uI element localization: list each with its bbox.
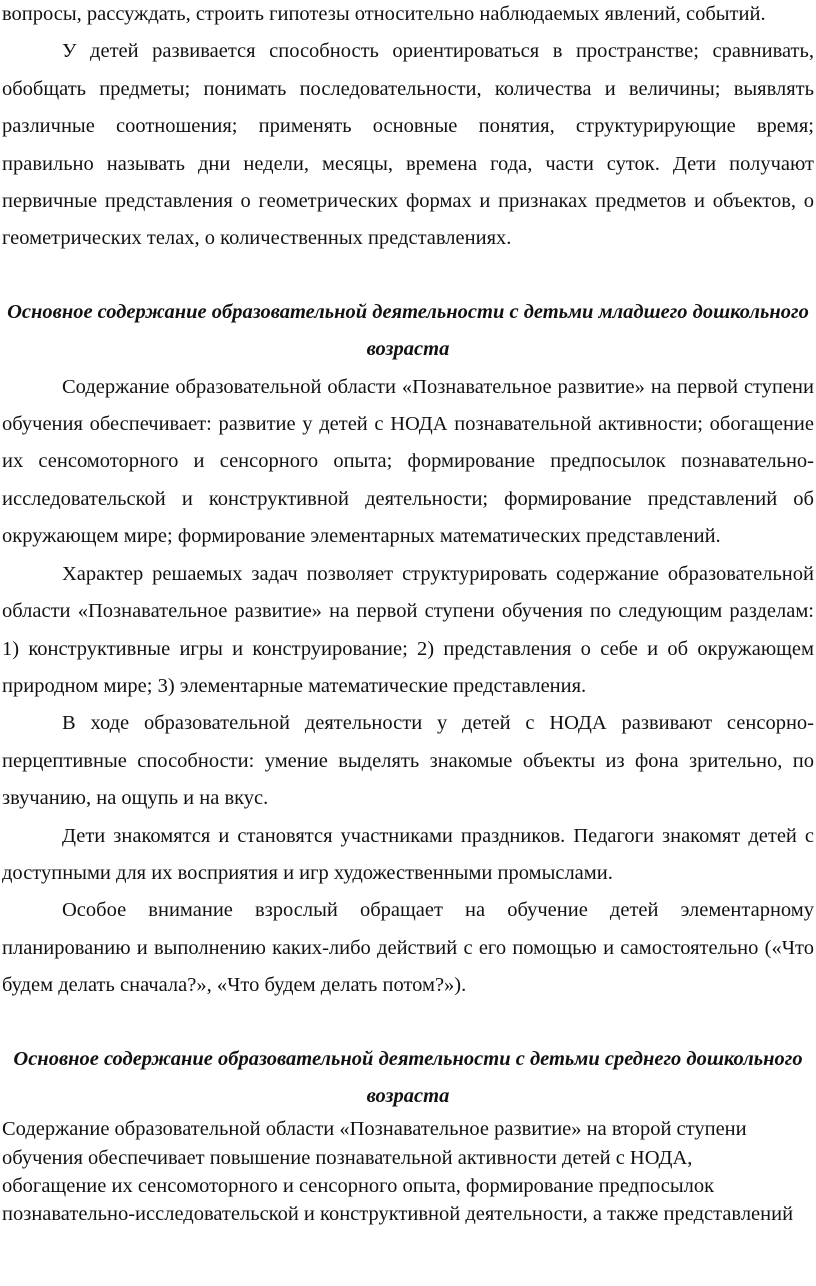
paragraph-line: обогащение их сенсомоторного и сенсорного опыта, формирование предпосылок (2, 1174, 715, 1197)
paragraph-content-first-stage: Содержание образовательной области «Познавательное развитие» на первой ступени обучения обеспечивает: развитие у детей с НОДА познавательной активности; обогащение их сенсомоторного и сенсорного опыта; формирование предпосылок познавательно-исследовательской и конструктивной деятельности; формирование представлений об окружающем мире; формирование элементарных математических представлений. (2, 375, 814, 548)
paragraph-holidays-crafts: Дети знакомятся и становятся участниками праздников. Педагоги знакомят детей с доступными для их восприятия и игр художественными промыслами. (2, 824, 814, 884)
section-heading-middle: Основное содержание образовательной деятельности с детьми среднего дошкольного возраста (13, 1047, 803, 1107)
paragraph-planning: Особое внимание взрослый обращает на обучение детей элементарному планированию и выполнению каких-либо действий с его помощью и самостоятельно («Что будем делать сначала?», «Что будем делать потом?»). (2, 899, 814, 997)
paragraph-line: Содержание образовательной области «Познавательное развитие» на второй ступени (2, 1118, 747, 1141)
paragraph-content-second-stage (2, 1115, 814, 1228)
paragraph-sensory-perceptual: В ходе образовательной деятельности у детей с НОДА развивают сенсорно-перцептивные способности: умение выделять знакомые объекты из фона зрительно, по звучанию, на ощупь и на вкус. (2, 712, 814, 810)
paragraph-continuation: вопросы, рассуждать, строить гипотезы относительно наблюдаемых явлений, событий. (2, 3, 766, 25)
paragraph-task-structure: Характер решаемых задач позволяет структурировать содержание образовательной области «Познавательное развитие» на первой ступени обучения по следующим разделам: 1) конструктивные игры и конструирование; 2) представления о себе и об окружающем природном мире; 3) элементарные математические представления. (2, 562, 814, 697)
paragraph-line: обучения обеспечивает повышение познавательной активности детей с НОДА, (2, 1146, 693, 1169)
paragraph-line: познавательно-исследовательской и конструктивной деятельности, а также представлений (2, 1202, 794, 1225)
section-heading-junior: Основное содержание образовательной деятельности с детьми младшего дошкольного возраста (7, 300, 809, 361)
paragraph-orientation-skills: У детей развивается способность ориентироваться в пространстве; сравнивать, обобщать предметы; понимать последовательности, количества и величины; выявлять различные соотношения; применять основные понятия, структурирующие время; правильно называть дни недели, месяцы, времена года, части суток. Дети получают первичные представления о геометрических формах и признаках предметов и объектов, о геометрических телах, о количественных представлениях. (2, 40, 814, 250)
